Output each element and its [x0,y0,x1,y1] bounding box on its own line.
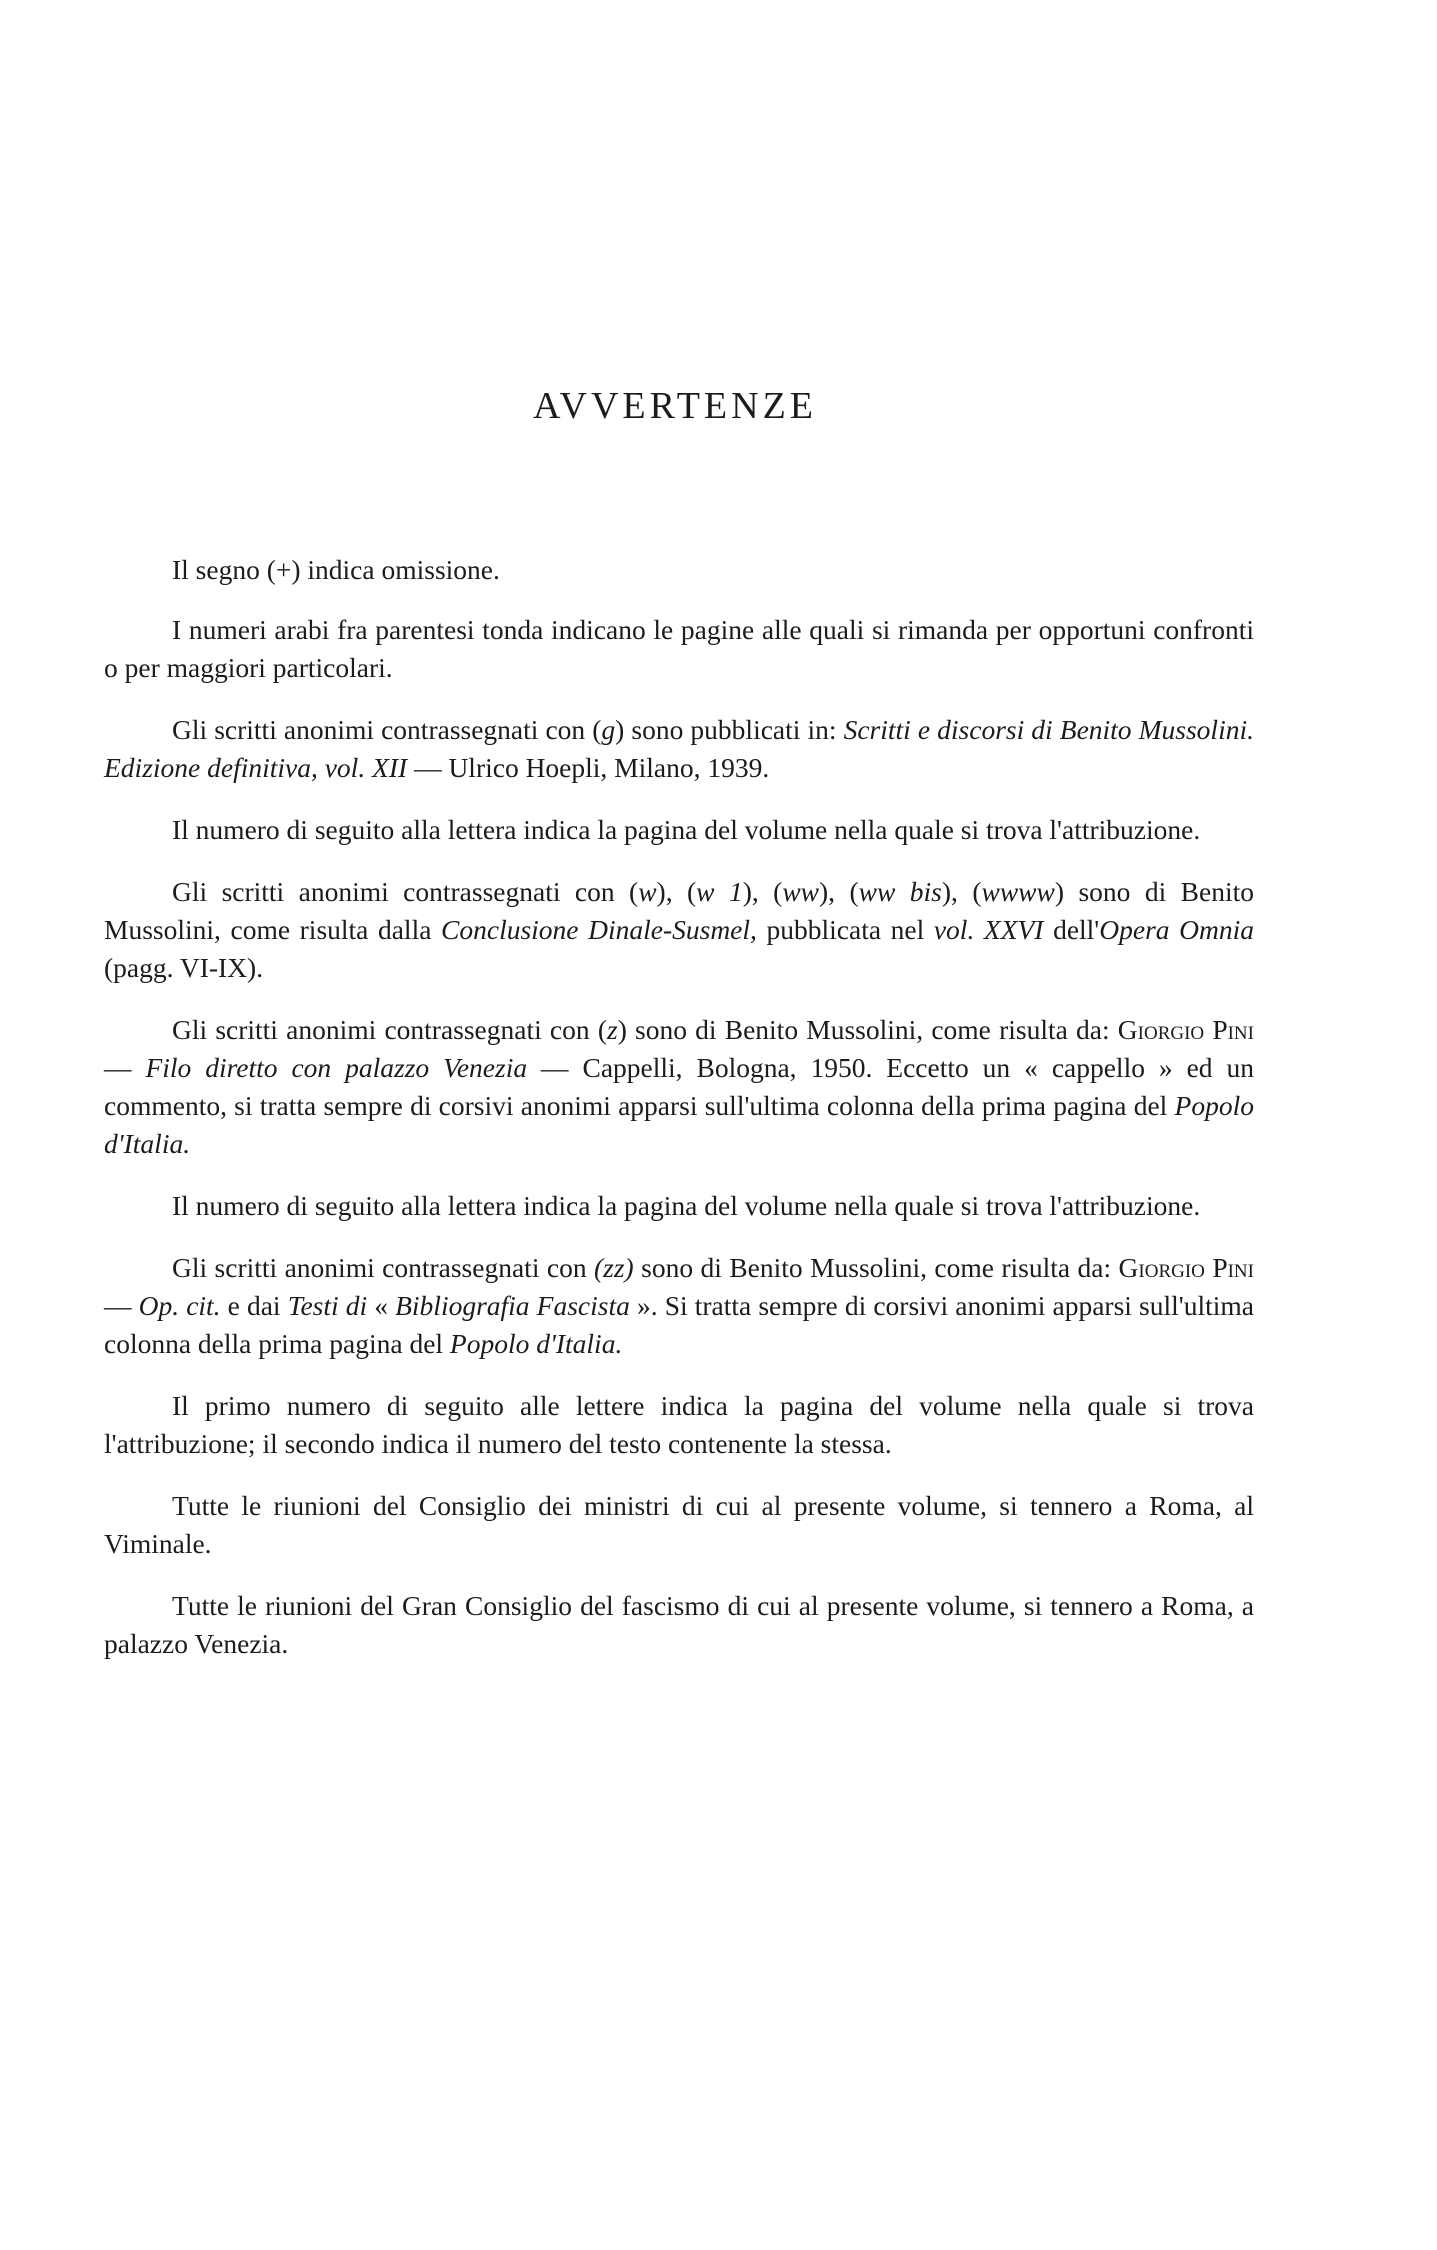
note-scritti-w: Gli scritti anonimi contrassegnati con (w), (w 1), (ww), (ww bis), (wwww) sono di Benito Mussolini, come risulta dalla Conclusione Dinale-Susmel, pubblicata nel vol. XXVI dell'Opera Omnia (pagg. VI-IX). [104,876,1254,983]
note-page-number-2: Il numero di seguito alla lettera indica la pagina del volume nella quale si trova l'attribuzione. [172,1190,1201,1221]
note-page-number-1: Il numero di seguito alla lettera indica la pagina del volume nella quale si trova l'attribuzione. [172,814,1201,845]
notes-body [104,551,1254,1687]
note-gran-consiglio: Tutte le riunioni del Gran Consiglio del fascismo di cui al presente volume, si tennero a Roma, a palazzo Venezia. [104,1590,1254,1659]
note-scritti-zz: Gli scritti anonimi contrassegnati con (zz) sono di Benito Mussolini, come risulta da: Giorgio Pini — Op. cit. e dai Testi di « Bibliografia Fascista ». Si tratta sempre di corsivi anonimi apparsi sull'ultima colonna della prima pagina del Popolo d'Italia. [104,1252,1254,1359]
note-scritti-g: Gli scritti anonimi contrassegnati con (g) sono pubblicati in: Scritti e discorsi di Benito Mussolini. Edizione definitiva, vol. XII — Ulrico Hoepli, Milano, 1939. [104,714,1254,783]
page-title: AVVERTENZE [533,385,817,427]
note-scritti-z: Gli scritti anonimi contrassegnati con (z) sono di Benito Mussolini, come risulta da: Giorgio Pini — Filo diretto con palazzo Venezia — Cappelli, Bologna, 1950. Eccetto un « cappello » ed un commento, si tratta sempre di corsivi anonimi apparsi sull'ultima colonna della prima pagina del Popolo d'Italia. [104,1014,1254,1159]
note-omission-sign: Il segno (+) indica omissione. [172,554,500,585]
note-first-second-number: Il primo numero di seguito alle lettere indica la pagina del volume nella quale si trova l'attribuzione; il secondo indica il numero del testo contenente la stessa. [104,1390,1254,1459]
note-consiglio-ministri: Tutte le riunioni del Consiglio dei ministri di cui al presente volume, si tennero a Roma, al Viminale. [104,1490,1254,1559]
note-arabic-numbers: I numeri arabi fra parentesi tonda indicano le pagine alle quali si rimanda per opportuni confronti o per maggiori particolari. [104,614,1254,683]
